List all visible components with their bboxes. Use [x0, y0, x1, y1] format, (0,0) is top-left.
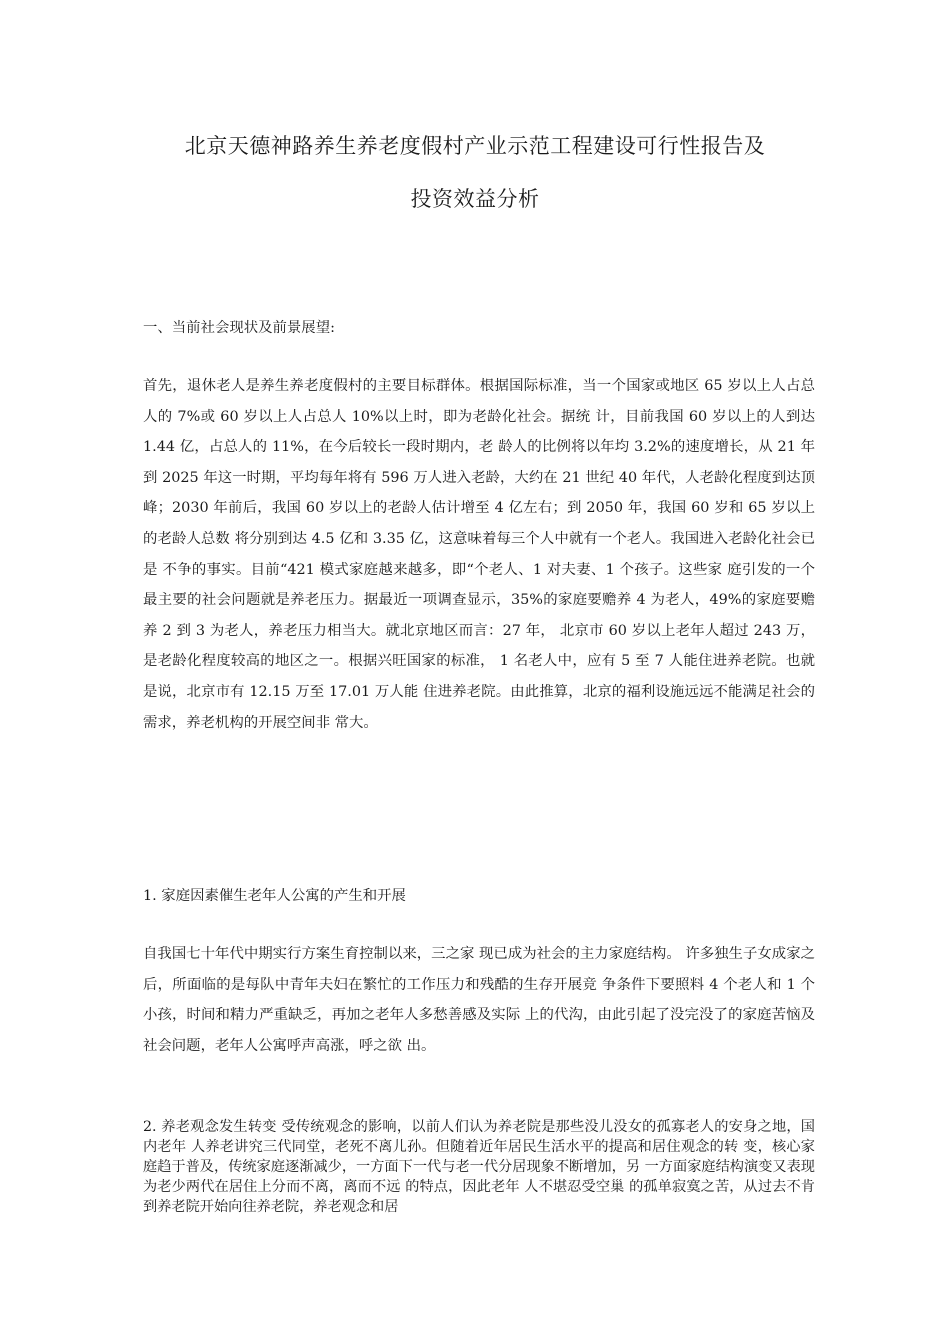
body-paragraph: 2. 养老观念发生转变 受传统观念的影响，以前人们认为养老院是那些没儿没女的孤寡老人的安身之地，国内老年 人养老讲究三代同堂，老死不离儿孙。但随着近年居民生活水平的提高和居住观念的转 变，核心家庭趋于普及，传统家庭逐渐减少，一方面下一代与老一代分居现象不断增加，另 一方面家庭结构演变又表现为老少两代在居住上分而不离，离而不远 的特点，因此老年 人不堪忍受空巢 的孤单寂寞之苦，从过去不肯到养老院开始向往养老院，养老观念和居 [143, 1119, 815, 1215]
document-title-line1: 北京天德神路养生养老度假村产业示范工程建设可行性报告及 [184, 134, 766, 158]
body-paragraph: 首先，退休老人是养生养老度假村的主要目标群体。根据国际标准，当一个国家或地区 65 岁以上人占总人的 7%或 60 岁以上人占总人 10%以上时，即为老龄化社会。据统 计，目前我国 60 岁以上的人到达 1.44 亿，占总人的 11%，在今后较长一段时期内，老 龄人的比例将以年均 3.2%的速度增长，从 21 年到 2025 年这一时期，平均每年将有 596 万人进入老龄，大约在 21 世纪 40 年代，人老龄化程度到达顶峰；2030 年前后，我国 60 岁以上的老龄人估计增至 4 亿左右；到 2050 年，我国 60 岁和 65 岁以上的老龄人总数 将分别到达 4.5 亿和 3.35 亿，这意味着每三个人中就有一个老人。我国进入老龄化社会已是 不争的事实。目前“421 模式家庭越来越多，即“个老人、1 对夫妻、1 个孩子。这些家 庭引发的一个最主要的社会问题就是养老压力。据最近一项调查显示，35%的家庭要赡养 4 为老人，49%的家庭要赡养 2 到 3 为老人，养老压力相当大。就北京地区而言：27 年， 北京市 60 岁以上老年人超过 243 万，是老龄化程度较高的地区之一。根据兴旺国家的标准， 1 名老人中，应有 5 至 7 人能住进养老院。也就是说，北京市有 12.15 万至 17.01 万人能 住进养老院。由此推算，北京的福利设施远远不能满足社会的需求，养老机构的开展空间非 常大。 [143, 378, 815, 731]
section-heading: 一、当前社会现状及前景展望: [143, 320, 335, 336]
document-title-line2: 投资效益分析 [410, 187, 540, 211]
body-paragraph: 自我国七十年代中期实行方案生育控制以来，三之家 现已成为社会的主力家庭结构。 许多独生子女成家之后，所面临的是每队中青年夫妇在繁忙的工作压力和残酷的生存开展竞 争条件下要照料 4 个老人和 1 个小孩，时间和精力严重缺乏，再加之老年人多愁善感及实际 上的代沟，由此引起了没完没了的家庭苦恼及社会问题，老年人公寓呼声高涨，呼之欲 出。 [143, 946, 815, 1054]
subsection-heading: 1. 家庭因素催生老年人公寓的产生和开展 [143, 888, 406, 904]
